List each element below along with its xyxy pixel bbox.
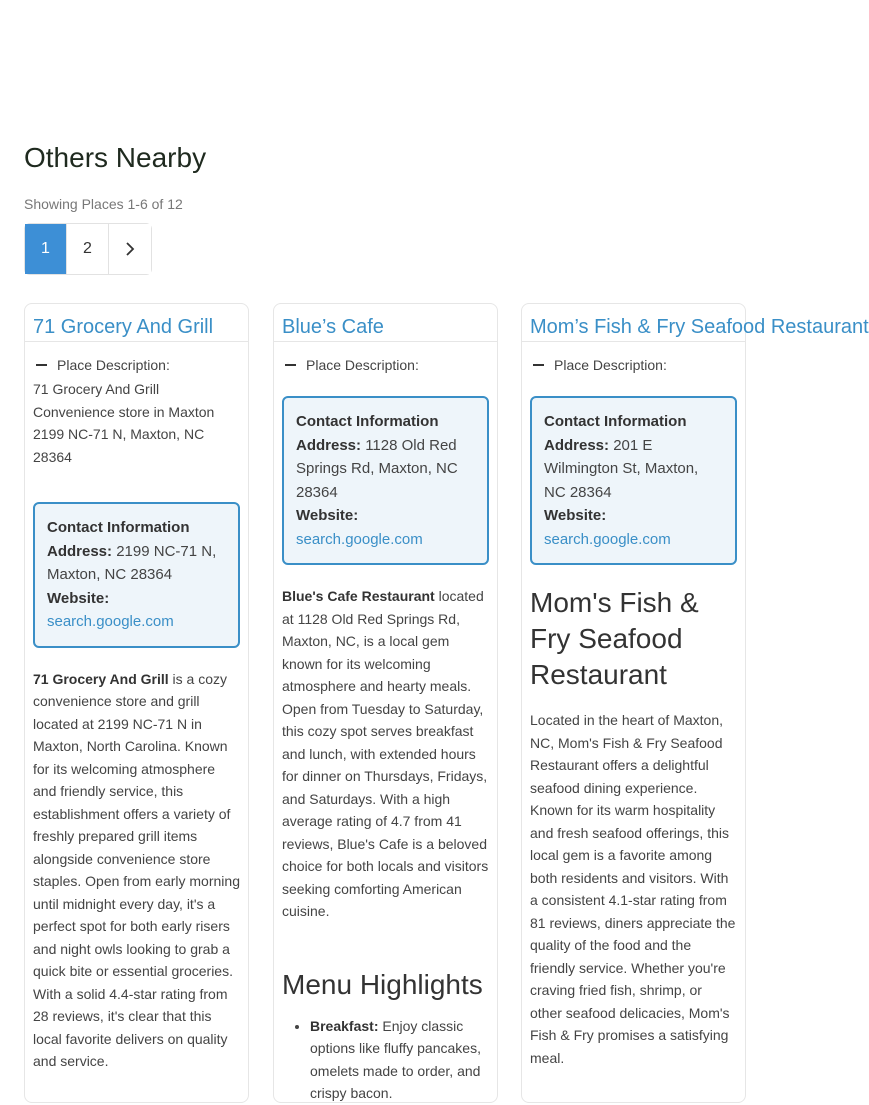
address-value: 2199 NC-71 N, Maxton, NC 28364: [47, 542, 217, 583]
chevron-right-icon: [123, 242, 137, 256]
summary-text: located at 1128 Old Red Springs Rd, Maxton, NC, is a local gem known for its welcoming atmosphere and hearty meals. Open from Tuesday to Saturday, this cozy spot serves breakfast and lunch, with extended hours for dinner on Thursdays, Fridays, and Saturdays. With a high average rating of 4.7 from 41 reviews, Blue's Cafe is a beloved choice for both locals and visitors seeking comforting American cuisine.: [282, 588, 489, 919]
place-title-link[interactable]: 71 Grocery And Grill: [25, 304, 248, 342]
website-label: Website:: [296, 507, 359, 524]
description-toggle[interactable]: [282, 356, 489, 374]
address-label: Address:: [544, 436, 610, 454]
menu-item-label: Breakfast:: [310, 1017, 379, 1034]
place-card: [273, 303, 498, 1103]
pagination: [24, 223, 152, 275]
address-value: 201 E Wilmington St, Maxton, NC 28364: [544, 436, 699, 501]
results-count: Showing Places 1-6 of 12: [24, 196, 183, 212]
description-toggle[interactable]: [530, 356, 737, 374]
description-line: 2199 NC-71 N, Maxton, NC 28364: [33, 426, 205, 465]
contact-info-box: [282, 396, 489, 565]
place-name-bold: 71 Grocery And Grill: [33, 670, 169, 687]
place-card: [24, 303, 249, 1103]
summary-text: is a cozy convenience store and grill located at 2199 NC-71 N in Maxton, North Carolina. Known for its welcoming atmosphere and friendly service, this establishment offers a variety of freshly prepared grill items alongside convenience store staples. Open from early morning until midnight every day, it's a perfect spot for both early risers and night owls looking to grab a quick bite or essential groceries. With a solid 4.4-star rating from 28 reviews, it's clear that this local favorite delivers on quality and service.: [33, 670, 240, 1069]
contact-info-box: [530, 396, 737, 565]
description-toggle[interactable]: [33, 356, 240, 374]
address-value: 1128 Old Red Springs Rd, Maxton, NC 28364: [296, 436, 458, 501]
address-label: Address:: [296, 436, 362, 454]
place-summary: [282, 585, 489, 923]
website-link[interactable]: search.google.com: [47, 613, 174, 630]
place-title-link[interactable]: Blue’s Cafe: [274, 304, 497, 342]
contact-info-title: Contact Information: [47, 519, 190, 536]
menu-list: [282, 1015, 489, 1105]
description-label: Place Description:: [554, 357, 667, 373]
description-label: Place Description:: [306, 357, 419, 373]
description-label: Place Description:: [57, 357, 170, 373]
place-card: [521, 303, 869, 1103]
menu-highlights-heading: Menu Highlights: [282, 968, 483, 1000]
place-heading: Mom's Fish & Fry Seafood Restaurant: [530, 587, 699, 690]
description-line: 71 Grocery And Grill: [33, 381, 160, 397]
description-text: [33, 378, 240, 468]
website-label: Website:: [47, 589, 110, 607]
website-label: Website:: [544, 507, 607, 524]
website-link[interactable]: search.google.com: [296, 530, 423, 548]
place-summary: [33, 668, 240, 1073]
place-name-bold: Blue's Cafe Restaurant: [282, 588, 435, 604]
minus-icon: [285, 364, 296, 366]
place-title-link[interactable]: Mom’s Fish & Fry Seafood Restaurant: [522, 304, 745, 342]
place-summary: Located in the heart of Maxton, NC, Mom's Fish & Fry Seafood Restaurant offers a delightful seafood dining experience. Known for its warm hospitality and fresh seafood offerings, this local gem is a favorite among both residents and visitors. With a consistent 4.1-star rating from 81 reviews, diners appreciate the quality of the food and the friendly service. Whether you're craving fried fish, shrimp, or other seafood delicacies, Mom's Fish & Fry promises a satisfying meal.: [530, 712, 736, 1066]
next-page-button[interactable]: [109, 224, 151, 274]
page-1-button[interactable]: 1: [25, 224, 67, 274]
page-2-button[interactable]: 2: [67, 224, 109, 274]
website-link[interactable]: search.google.com: [544, 530, 671, 548]
minus-icon: [36, 364, 47, 366]
section-title: Others Nearby: [24, 142, 207, 173]
minus-icon: [533, 364, 544, 366]
list-item: [310, 1015, 489, 1105]
menu-item-text: Enjoy classic options like fluffy pancakes, omelets made to order, and crispy bacon.: [310, 1017, 481, 1101]
description-line: Convenience store in Maxton: [33, 403, 215, 420]
contact-info-title: Contact Information: [544, 413, 687, 430]
address-label: Address:: [47, 542, 113, 560]
contact-info-title: Contact Information: [296, 413, 439, 430]
contact-info-box: [33, 502, 240, 648]
